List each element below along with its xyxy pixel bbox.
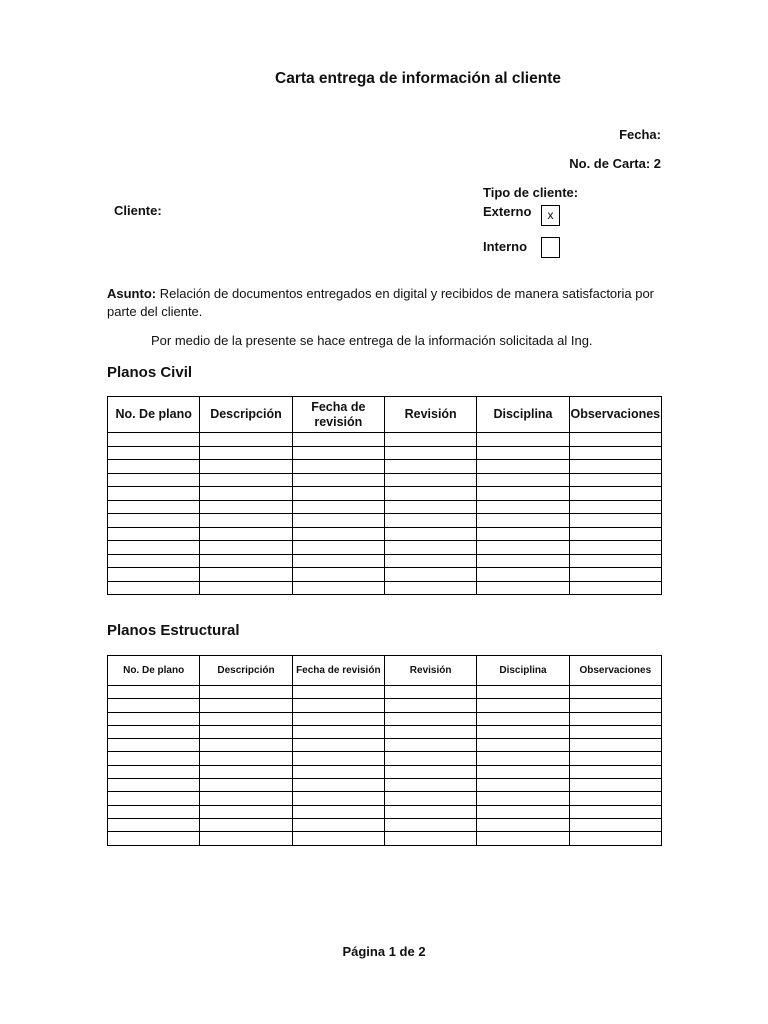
table-cell[interactable] — [292, 527, 384, 541]
table-cell[interactable] — [292, 779, 384, 792]
table-cell[interactable] — [384, 805, 476, 818]
table-cell[interactable] — [384, 473, 476, 487]
fecha-label: Fecha: — [619, 127, 661, 142]
table-row — [108, 527, 662, 541]
asunto-paragraph — [107, 285, 667, 321]
table-row — [108, 818, 662, 831]
table-cell[interactable] — [200, 581, 292, 595]
header-cell: Fecha de revisión — [292, 656, 384, 686]
table-cell[interactable] — [108, 739, 200, 752]
table-row — [108, 805, 662, 818]
table-row — [108, 725, 662, 738]
table-cell[interactable] — [200, 527, 292, 541]
tipo-cliente-label: Tipo de cliente: — [483, 185, 579, 200]
header-cell: Descripción — [200, 397, 292, 433]
table-cell[interactable] — [292, 581, 384, 595]
table-cell[interactable] — [200, 446, 292, 460]
table-cell[interactable] — [108, 514, 200, 528]
header-cell: Revisión — [384, 656, 476, 686]
table-cell[interactable] — [108, 500, 200, 514]
table-cell[interactable] — [569, 473, 661, 487]
table-cell[interactable] — [477, 725, 569, 738]
table-cell[interactable] — [477, 779, 569, 792]
table-row — [108, 712, 662, 725]
table-cell[interactable] — [292, 818, 384, 831]
table-cell[interactable] — [569, 818, 661, 831]
table-row — [108, 752, 662, 765]
table-cell[interactable] — [477, 832, 569, 845]
table-cell[interactable] — [569, 805, 661, 818]
table-cell[interactable] — [108, 805, 200, 818]
table-cell[interactable] — [569, 712, 661, 725]
cliente-label: Cliente: — [114, 203, 162, 218]
table-cell[interactable] — [384, 725, 476, 738]
table-row — [108, 765, 662, 778]
interno-checkbox[interactable] — [541, 237, 560, 258]
table-row — [108, 460, 662, 474]
table-cell[interactable] — [200, 818, 292, 831]
table-cell[interactable] — [108, 541, 200, 555]
table-cell[interactable] — [200, 568, 292, 582]
table-cell[interactable] — [108, 460, 200, 474]
table-cell[interactable] — [200, 514, 292, 528]
table-cell[interactable] — [384, 541, 476, 555]
section-title-civil: Planos Civil — [107, 364, 193, 381]
table-row — [108, 433, 662, 447]
externo-label: Externo — [483, 204, 532, 219]
table-cell[interactable] — [108, 832, 200, 845]
table-cell[interactable] — [569, 739, 661, 752]
table-cell[interactable] — [569, 446, 661, 460]
table-cell[interactable] — [200, 541, 292, 555]
table-cell[interactable] — [200, 460, 292, 474]
table-cell[interactable] — [292, 792, 384, 805]
table-cell[interactable] — [200, 686, 292, 699]
table-row — [108, 792, 662, 805]
table-cell[interactable] — [384, 818, 476, 831]
table-cell[interactable] — [477, 805, 569, 818]
table-cell[interactable] — [108, 568, 200, 582]
table-row — [108, 581, 662, 595]
table-cell[interactable] — [569, 568, 661, 582]
table-cell[interactable] — [292, 514, 384, 528]
table-cell[interactable] — [569, 779, 661, 792]
table-cell[interactable] — [384, 779, 476, 792]
table-cell[interactable] — [292, 805, 384, 818]
table-cell[interactable] — [292, 686, 384, 699]
table-cell[interactable] — [292, 473, 384, 487]
table-cell[interactable] — [569, 725, 661, 738]
table-row — [108, 739, 662, 752]
table-cell[interactable] — [384, 752, 476, 765]
table-cell[interactable] — [569, 686, 661, 699]
table-row — [108, 446, 662, 460]
table-header-row — [108, 656, 662, 686]
table-cell[interactable] — [384, 514, 476, 528]
header-cell: Revisión — [384, 397, 476, 433]
interno-label: Interno — [483, 239, 528, 254]
table-cell[interactable] — [477, 500, 569, 514]
table-cell[interactable] — [569, 460, 661, 474]
table-cell[interactable] — [108, 818, 200, 831]
table-cell[interactable] — [108, 446, 200, 460]
table-cell[interactable] — [384, 686, 476, 699]
table-cell[interactable] — [200, 500, 292, 514]
table-cell[interactable] — [384, 792, 476, 805]
table-cell[interactable] — [569, 514, 661, 528]
table-cell[interactable] — [108, 752, 200, 765]
externo-checkbox[interactable]: x — [541, 205, 560, 226]
table-cell[interactable] — [477, 487, 569, 501]
document-title: Carta entrega de información al cliente — [275, 70, 561, 87]
table-cell[interactable] — [292, 712, 384, 725]
table-cell[interactable] — [200, 805, 292, 818]
page-footer: Página 1 de 2 — [342, 944, 426, 959]
table-cell[interactable] — [384, 527, 476, 541]
table-cell[interactable] — [108, 554, 200, 568]
table-row — [108, 554, 662, 568]
table-row — [108, 487, 662, 501]
header-cell: Fecha de revisión — [292, 397, 384, 433]
table-row — [108, 500, 662, 514]
carta-number: No. de Carta: 2 — [569, 156, 661, 171]
table-cell[interactable] — [384, 500, 476, 514]
table-cell[interactable] — [108, 712, 200, 725]
header-cell: Observaciones — [569, 397, 661, 433]
table-cell[interactable] — [292, 765, 384, 778]
table-cell[interactable] — [569, 500, 661, 514]
table-cell[interactable] — [477, 433, 569, 447]
table-cell[interactable] — [569, 832, 661, 845]
table-cell[interactable] — [108, 581, 200, 595]
table-cell[interactable] — [477, 699, 569, 712]
table-cell[interactable] — [108, 725, 200, 738]
table-cell[interactable] — [292, 500, 384, 514]
table-cell[interactable] — [384, 487, 476, 501]
table-cell[interactable] — [292, 832, 384, 845]
table-row — [108, 514, 662, 528]
table-cell[interactable] — [384, 568, 476, 582]
table-body — [108, 686, 662, 846]
table-cell[interactable] — [569, 752, 661, 765]
table-cell[interactable] — [200, 433, 292, 447]
table-cell[interactable] — [569, 765, 661, 778]
table-cell[interactable] — [200, 779, 292, 792]
table-cell[interactable] — [108, 686, 200, 699]
table-row — [108, 568, 662, 582]
header-cell: Disciplina — [477, 397, 569, 433]
table-cell[interactable] — [384, 460, 476, 474]
table-cell[interactable] — [200, 487, 292, 501]
table-cell[interactable] — [477, 792, 569, 805]
table-cell[interactable] — [477, 473, 569, 487]
table-cell[interactable] — [569, 554, 661, 568]
table-cell[interactable] — [292, 433, 384, 447]
table-cell[interactable] — [384, 712, 476, 725]
table-cell[interactable] — [569, 487, 661, 501]
table-cell[interactable] — [292, 752, 384, 765]
table-cell[interactable] — [292, 554, 384, 568]
table-cell[interactable] — [569, 527, 661, 541]
table-cell[interactable] — [477, 446, 569, 460]
table-cell[interactable] — [292, 446, 384, 460]
table-cell[interactable] — [200, 739, 292, 752]
table-cell[interactable] — [108, 779, 200, 792]
table-cell[interactable] — [384, 739, 476, 752]
intro-paragraph: Por medio de la presente se hace entrega de la información solicitada al Ing. — [151, 333, 593, 348]
table-cell[interactable] — [384, 554, 476, 568]
section-title-estructural: Planos Estructural — [107, 622, 240, 639]
table-cell[interactable] — [292, 460, 384, 474]
table-cell[interactable] — [108, 792, 200, 805]
table-cell[interactable] — [200, 712, 292, 725]
table-cell[interactable] — [200, 725, 292, 738]
table-cell[interactable] — [569, 541, 661, 555]
asunto-text: Relación de documentos entregados en digital y recibidos de manera satisfactoria por parte del cliente. — [107, 286, 655, 319]
table-row — [108, 686, 662, 699]
table-cell[interactable] — [569, 433, 661, 447]
header-cell: Disciplina — [477, 656, 569, 686]
table-cell[interactable] — [108, 487, 200, 501]
table-cell[interactable] — [477, 514, 569, 528]
table-cell[interactable] — [569, 699, 661, 712]
table-cell[interactable] — [200, 765, 292, 778]
header-cell: Descripción — [200, 656, 292, 686]
table-row — [108, 832, 662, 845]
table-cell[interactable] — [384, 832, 476, 845]
table-cell[interactable] — [108, 433, 200, 447]
planos-estructural-table — [107, 655, 662, 846]
table-cell[interactable] — [384, 433, 476, 447]
table-cell[interactable] — [477, 765, 569, 778]
table-cell[interactable] — [384, 699, 476, 712]
table-row — [108, 541, 662, 555]
table-cell[interactable] — [477, 541, 569, 555]
table-cell[interactable] — [384, 581, 476, 595]
table-row — [108, 699, 662, 712]
table-cell[interactable] — [292, 541, 384, 555]
header-cell: No. De plano — [108, 656, 200, 686]
table-cell[interactable] — [477, 527, 569, 541]
table-cell[interactable] — [569, 581, 661, 595]
table-cell[interactable] — [292, 568, 384, 582]
table-cell[interactable] — [108, 473, 200, 487]
planos-civil-table — [107, 396, 662, 595]
table-cell[interactable] — [477, 752, 569, 765]
table-cell[interactable] — [292, 739, 384, 752]
table-body — [108, 433, 662, 595]
table-cell[interactable] — [292, 725, 384, 738]
table-cell[interactable] — [200, 554, 292, 568]
table-cell[interactable] — [108, 765, 200, 778]
table-cell[interactable] — [108, 527, 200, 541]
table-cell[interactable] — [200, 699, 292, 712]
table-cell[interactable] — [477, 739, 569, 752]
table-cell[interactable] — [200, 792, 292, 805]
table-cell[interactable] — [477, 554, 569, 568]
table-header-row — [108, 397, 662, 433]
table-row — [108, 779, 662, 792]
table-cell[interactable] — [477, 686, 569, 699]
table-cell[interactable] — [200, 752, 292, 765]
table-cell[interactable] — [477, 712, 569, 725]
table-cell[interactable] — [292, 487, 384, 501]
table-cell[interactable] — [108, 699, 200, 712]
table-cell[interactable] — [200, 473, 292, 487]
table-cell[interactable] — [477, 568, 569, 582]
table-cell[interactable] — [200, 832, 292, 845]
table-cell[interactable] — [569, 792, 661, 805]
table-cell[interactable] — [384, 446, 476, 460]
table-row — [108, 473, 662, 487]
table-cell[interactable] — [477, 581, 569, 595]
table-cell[interactable] — [477, 460, 569, 474]
header-cell: No. De plano — [108, 397, 200, 433]
table-cell[interactable] — [477, 818, 569, 831]
asunto-label: Asunto: — [107, 286, 157, 301]
header-cell: Observaciones — [569, 656, 661, 686]
table-cell[interactable] — [292, 699, 384, 712]
table-cell[interactable] — [384, 765, 476, 778]
